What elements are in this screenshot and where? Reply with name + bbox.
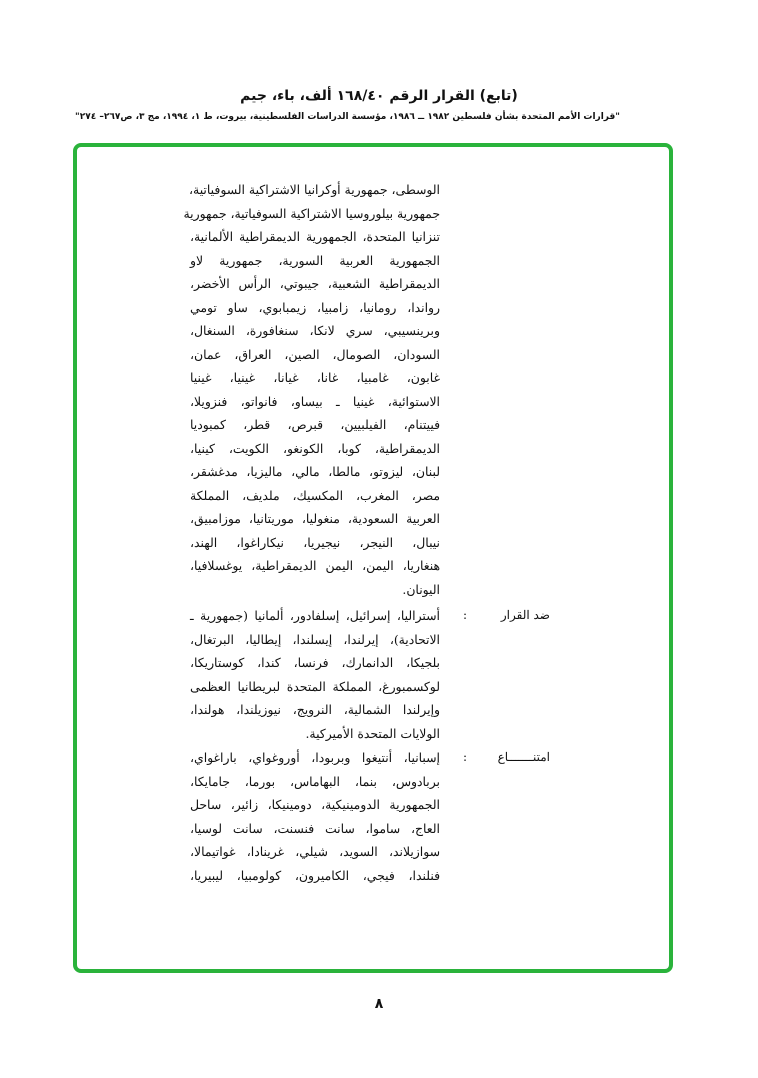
text-line: جمهورية بيلوروسيا الاشتراكية السوفياتية، جمهورية xyxy=(183,205,440,221)
vote-abstain xyxy=(190,746,550,896)
text-line: الديمقراطية، كوبا، الكونغو، الكويت، كينيا، xyxy=(190,440,440,456)
vote-abstain-text xyxy=(190,746,440,887)
text-line: هنغاريا، اليمن، اليمن الديمقراطية، يوغسلافيا، xyxy=(190,558,440,573)
text-line: إسبانيا، أنتيغوا وبربودا، أوروغواي، باراغواي، xyxy=(190,750,440,765)
text-line: نيبال، النيجر، نيجيريا، نيكاراغوا، الهند، xyxy=(190,534,440,550)
vote-against xyxy=(190,604,550,754)
text-line: العاج، ساموا، سانت فنسنت، سانت لوسيا، xyxy=(190,820,440,836)
vote-abstain-label: امتنـــــــاع xyxy=(497,750,550,764)
page-number: ٨ xyxy=(374,996,384,1012)
text-line: الولايات المتحدة الأميركية. xyxy=(305,725,440,741)
text-line: رواندا، رومانيا، زامبيا، زيمبابوي، ساو تومي xyxy=(190,299,440,315)
text-line: سوازيلاند، السويد، شيلي، غرينادا، غواتيمالا، xyxy=(190,844,440,859)
text-line: وبرينسيبي، سري لانكا، سنغافورة، السنغال، xyxy=(190,323,440,338)
text-line: العربية السعودية، منغوليا، موريتانيا، موزامبيق، xyxy=(190,511,440,526)
text-line: اليونان. xyxy=(402,581,440,597)
vote-against-label: ضد القرار xyxy=(500,608,550,622)
text-line: بلجيكا، الدانمارك، فرنسا، كندا، كوستاريكا، xyxy=(190,655,440,670)
text-line: فنلندا، فيجي، الكاميرون، كولومبيا، ليبيريا، xyxy=(190,867,440,883)
text-line: الجمهورية الدومينيكية، دومينيكا، زائير، ساحل xyxy=(190,797,440,812)
text-line: الاستوائية، غينيا ـ بيساو، فانواتو، فنزويلا، xyxy=(190,393,440,409)
text-line: الوسطى، جمهورية أوكرانيا الاشتراكية السوفياتية، xyxy=(189,182,440,197)
text-line: وإيرلندا الشمالية، النرويج، نيوزيلندا، هولندا، xyxy=(190,702,440,717)
text-line: بربادوس، بنما، البهاماس، بورما، جامايكا، xyxy=(190,773,440,789)
vote-against-colon: : xyxy=(462,608,467,622)
text-line: لبنان، ليزوتو، مالطا، مالي، ماليزيا، مدغشقر، xyxy=(190,464,440,479)
text-line: الديمقراطية الشعبية، جيبوتي، الرأس الأخضر، xyxy=(190,276,440,291)
source-citation: "قرارات الأمم المتحدة بشأن فلسطين ١٩٨٢ ــ ١٩٨٦، مؤسسة الدراسات الفلسطينية، بيروت، ط ١، ١٩٩٤، مج ٣، ص٢٦٧– ٢٧٤" xyxy=(75,112,620,122)
vote-for-continuation-text xyxy=(183,178,440,601)
text-line: لوكسمبورغ، المملكة المتحدة لبريطانيا العظمى xyxy=(190,678,440,694)
vote-abstain-colon: : xyxy=(462,750,467,764)
text-line: فييتنام، الفيلبيين، قبرص، قطر، كمبوديا xyxy=(190,417,440,432)
text-line: مصر، المغرب، المكسيك، ملديف، المملكة xyxy=(190,487,440,503)
text-line: أستراليا، إسرائيل، إسلفادور، ألمانيا (جمهورية ـ xyxy=(190,608,440,623)
text-line: الجمهورية العربية السورية، جمهورية لاو xyxy=(190,252,440,268)
text-line: تنزانيا المتحدة، الجمهورية الديمقراطية الألمانية، xyxy=(190,229,440,244)
page-title: (تابع) القرار الرقم ١٦٨/٤٠ ألف، باء، جيم xyxy=(240,88,518,104)
text-line: الاتحادية)، إيرلندا، إيسلندا، إيطاليا، البرتغال، xyxy=(190,631,440,647)
text-line: السودان، الصومال، الصين، العراق، عمان، xyxy=(190,346,440,362)
text-line: غابون، غامبيا، غانا، غيانا، غينيا، غينيا xyxy=(190,370,440,385)
vote-against-text xyxy=(190,604,440,745)
